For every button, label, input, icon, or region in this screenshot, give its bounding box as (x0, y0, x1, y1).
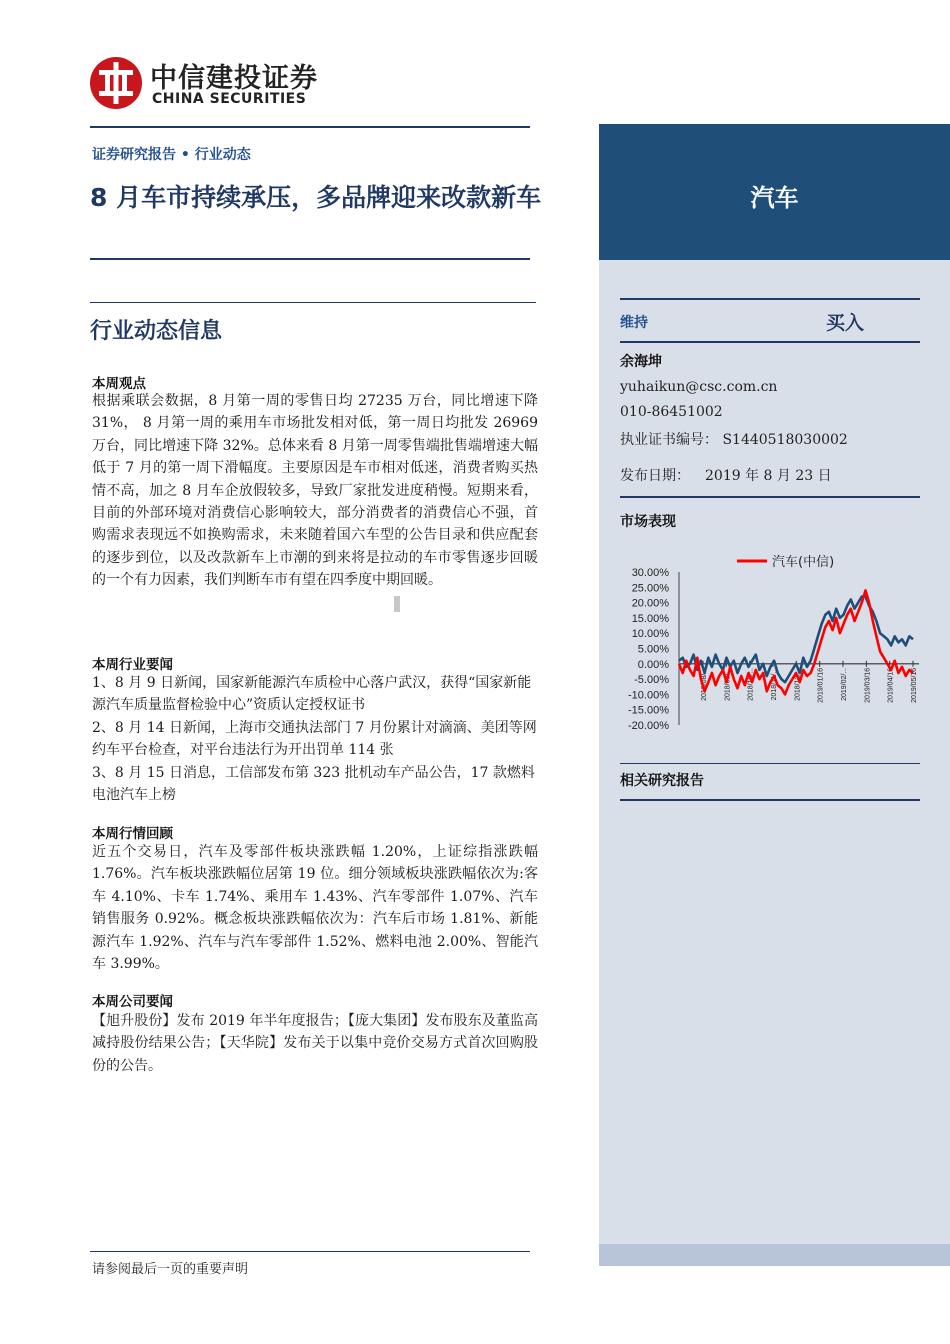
analyst-name: 余海坤 (620, 354, 662, 370)
text-cursor-mark (394, 596, 400, 612)
footer-rule (90, 1251, 530, 1252)
y-tick-label: 25.00% (631, 582, 669, 595)
y-tick-label: -20.00% (628, 720, 669, 732)
x-tick-label: 2019/04/16 (887, 667, 895, 703)
publish-date-label: 发布日期： (620, 468, 690, 484)
sector-label: 汽车 (750, 184, 799, 212)
weekly-view-heading: 本周观点 (92, 376, 146, 392)
y-tick-label: -5.00% (634, 674, 669, 687)
y-tick-label: -15.00% (628, 704, 669, 717)
weekly-view-body: 根据乘联会数据，8 月第一周的零售日均 27235 万台，同比增速下降 31%， 8 月第一周的乘用车市场批发相对低，第一周日均批发 26969 万台，同比增速下降 32%。总体来看 8 月第一周零售端批售端增速大幅低于 7 月的第一周下滑幅度。主要原因是车市相对低迷，消费者购买热情不高，加之 8 月车企放假较多，导致厂家批发进度稍慢。短期来看，目前的外部环境对消费信心影响较大，部分消费者的消费信心不强，首购需求表现远不如换购需求，未来随着国六车型的公告目录和供应配套的逐步到位，以及改款新车上市潮的到来将是拉动的车市零售逐步回暖的一个有力因素，我们判断车市有望在四季度中期回暖。 (92, 393, 538, 589)
x-tick-label: 2019/03/16 (864, 667, 872, 703)
x-tick-label: 2019/01/16 (817, 667, 825, 703)
x-tick-label: 2018/09/... (724, 667, 732, 701)
x-tick-label: 2018/12/... (794, 667, 802, 701)
y-tick-label: 20.00% (631, 597, 669, 610)
title-rule (90, 258, 530, 260)
market-review-heading: 本周行情回顾 (92, 826, 173, 842)
report-kicker: 证券研究报告 • 行业动态 (92, 147, 251, 163)
market-performance-heading: 市场表现 (620, 514, 676, 530)
sidebar-footer-band (599, 1244, 950, 1266)
industry-news-list (92, 672, 538, 806)
chart-rule (620, 763, 920, 764)
y-tick-label: 5.00% (637, 643, 669, 656)
related-rule (620, 799, 920, 801)
related-reports-heading: 相关研究报告 (620, 773, 704, 789)
report-title: 8 月车市持续承压，多品牌迎来改款新车 (90, 183, 542, 212)
y-tick-label: 15.00% (631, 612, 669, 625)
market-performance-chart (609, 548, 925, 746)
rating-rule-bottom (620, 341, 920, 343)
date-rule (620, 496, 920, 498)
x-tick-label: 2018/10/... (747, 667, 755, 701)
news-item-3: 3、8 月 15 日消息，工信部发布第 323 批机动车产品公告，17 款燃料电池汽车上榜 (92, 764, 535, 804)
x-tick-label: 2018/08/... (701, 667, 708, 701)
company-news-heading: 本周公司要闻 (92, 994, 173, 1010)
y-tick-label: 10.00% (631, 628, 669, 641)
rating-value: 买入 (826, 312, 865, 334)
x-tick-label: 2019/05/16 (911, 667, 918, 703)
x-tick-label: 2019/02/... (841, 667, 848, 701)
publish-date-value: 2019 年 8 月 23 日 (705, 468, 832, 484)
analyst-email[interactable]: yuhaikun@csc.com.cn (620, 379, 778, 395)
section-title: 行业动态信息 (90, 319, 223, 344)
y-tick-label: -10.00% (628, 689, 669, 702)
news-item-1: 1、8 月 9 日新闻，国家新能源汽车质检中心落户武汉，获得“国家新能源汽车质量监督检验中心”资质认定授权证书 (92, 675, 532, 714)
y-tick-label: 0.00% (637, 658, 669, 671)
logo-chinese-name: 中信建投证券 (150, 63, 318, 94)
header-rule (90, 126, 530, 128)
rating-rule-top (620, 298, 920, 300)
section-rule (90, 302, 536, 303)
rating-label: 维持 (620, 315, 648, 331)
y-tick-label: 30.00% (631, 567, 669, 579)
news-item-2: 2、8 月 14 日新闻，上海市交通执法部门 7 月份累计对滴滴、美团等网约车平台检查，对平台违法行为开出罚单 114 张 (92, 719, 537, 759)
analyst-cert: 执业证书编号： S1440518030002 (620, 432, 848, 448)
industry-news-heading: 本周行业要闻 (92, 657, 173, 673)
x-tick-label: 2018/11/... (771, 667, 778, 701)
market-review-body: 近五个交易日，汽车及零部件板块涨跌幅 1.20%，上证综指涨跌幅 1.76%。汽车板块涨跌幅位居第 19 位。细分领域板块涨跌幅依次为:客车 4.10%、卡车 1.74%、乘用车 1.43%、汽车零部件 1.07%、汽车销售服务 0.92%。概念板块涨跌幅依次为：汽车后市场 1.81%、新能源汽车 1.92%、汽车与汽车零部件 1.52%、燃料电池 2.00%、智能汽车 3.99%。 (92, 844, 538, 973)
logo-english-name: CHINA SECURITIES (152, 91, 307, 107)
company-news-body: 【旭升股份】发布 2019 年半年度报告；【庞大集团】发布股东及董监高减持股份结果公告；【天华院】发布关于以集中竞价交易方式首次回购股份的公告。 (92, 1013, 538, 1074)
footer-disclaimer: 请参阅最后一页的重要声明 (92, 1262, 249, 1277)
analyst-phone: 010-86451002 (620, 404, 723, 420)
legend-label: 汽车(中信) (772, 555, 835, 570)
